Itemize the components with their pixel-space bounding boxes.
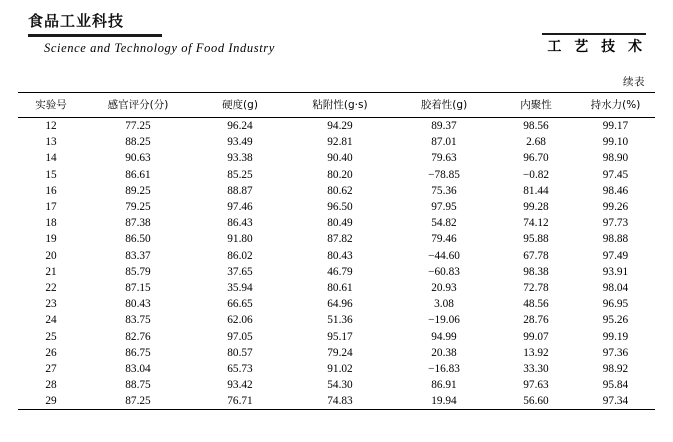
table-cell: 83.75 (125, 314, 151, 327)
table-cell: 89.37 (431, 120, 457, 133)
table-cell: 3.08 (434, 298, 454, 311)
table-cell: 81.44 (523, 184, 549, 197)
section-title-cn: 工 艺 技 术 (547, 39, 646, 55)
column-header-sensory-score: 感官评分(分) (107, 99, 169, 111)
table-cell: 97.46 (227, 201, 253, 214)
table-cell: 74.12 (523, 217, 549, 230)
table-cell: −60.83 (428, 265, 460, 278)
table-cell: 98.90 (602, 152, 629, 165)
masthead-title-cn: 食品工业科技 (28, 12, 125, 30)
table-cell: 97.34 (602, 395, 629, 408)
table-row (18, 118, 655, 135)
cell-experiment-no: 28 (45, 379, 57, 392)
results-table (18, 92, 655, 410)
table-row (18, 134, 655, 150)
table-cell: 87.38 (125, 217, 151, 230)
table-row (18, 248, 655, 264)
table-cell: 92.81 (327, 136, 353, 149)
table-cell: 87.01 (431, 136, 457, 149)
table-cell: 86.02 (227, 249, 253, 262)
table-cell: −78.85 (428, 168, 460, 181)
table-cell: −44.60 (428, 249, 460, 262)
table-cell: 80.43 (327, 249, 353, 262)
table-header-row (18, 93, 655, 118)
table-cell: −0.82 (522, 168, 550, 181)
table-row (18, 393, 655, 410)
table-cell: 79.24 (327, 346, 353, 359)
table-cell: 99.10 (602, 136, 629, 149)
table-cell: 97.36 (602, 346, 629, 359)
table-cell: 90.63 (125, 152, 151, 165)
table-cell: 97.05 (227, 330, 253, 343)
table-cell: 98.92 (602, 362, 629, 375)
table-row (18, 377, 655, 393)
table-cell: 86.43 (227, 217, 253, 230)
cell-experiment-no: 15 (45, 168, 57, 181)
table-header (18, 93, 655, 118)
cell-experiment-no: 23 (45, 298, 57, 311)
journal-title-en: Science and Technology of Food Industry (44, 41, 275, 55)
table-row (18, 215, 655, 231)
table-row (18, 280, 655, 296)
cell-experiment-no: 13 (45, 136, 57, 149)
table-cell: 86.75 (125, 346, 151, 359)
table-row (18, 312, 655, 328)
table-cell: 95.26 (602, 314, 629, 327)
table-cell: 80.61 (327, 281, 353, 294)
table-cell: 33.30 (523, 362, 549, 375)
table-cell: 88.25 (125, 136, 151, 149)
cell-experiment-no: 24 (45, 314, 57, 327)
table-row (18, 167, 655, 183)
table-row (18, 296, 655, 312)
table-cell: 97.45 (602, 168, 629, 181)
table-row (18, 199, 655, 215)
table-cell: 20.38 (431, 346, 457, 359)
table-cell: 74.83 (327, 395, 353, 408)
table-cell: 95.88 (523, 233, 549, 246)
table-cell: 89.25 (125, 184, 151, 197)
table-cell: 98.04 (602, 281, 629, 294)
table-cell: 97.73 (602, 217, 629, 230)
cell-experiment-no: 21 (45, 265, 57, 278)
column-header-experiment-no: 实验号 (35, 99, 67, 111)
cell-experiment-no: 26 (45, 346, 57, 359)
table-cell: 79.63 (431, 152, 457, 165)
column-header-cohesiveness: 内聚性 (520, 99, 552, 111)
cell-experiment-no: 25 (45, 330, 57, 343)
table-cell: 80.43 (125, 298, 151, 311)
table-cell: 37.65 (227, 265, 253, 278)
table-cell: 67.78 (523, 249, 549, 262)
table-row (18, 345, 655, 361)
table-cell: 98.88 (602, 233, 629, 246)
table-cell: 95.84 (602, 379, 629, 392)
table-cell: 90.40 (327, 152, 353, 165)
table-cell: 80.20 (327, 168, 353, 181)
table-cell: 93.91 (602, 265, 629, 278)
journal-masthead (28, 12, 160, 34)
table-cell: 87.82 (327, 233, 353, 246)
masthead-underline (28, 34, 162, 37)
table-cell: 93.49 (227, 136, 253, 149)
table-cell: 54.30 (327, 379, 353, 392)
table-cell: 79.46 (431, 233, 457, 246)
table-cell: 54.82 (431, 217, 457, 230)
section-title-overline (542, 33, 646, 35)
cell-experiment-no: 12 (45, 120, 57, 133)
table-cell: 88.75 (125, 379, 151, 392)
table-cell: 77.25 (125, 120, 151, 133)
table-cell: 87.25 (125, 395, 151, 408)
cell-experiment-no: 22 (45, 281, 57, 294)
table-cell: 62.06 (227, 314, 253, 327)
table-cell: 19.94 (431, 395, 457, 408)
table-cell: 64.96 (327, 298, 353, 311)
table-cell: 94.29 (327, 120, 353, 133)
table-cell: 91.02 (327, 362, 353, 375)
table-cell: 93.42 (227, 379, 253, 392)
table-cell: −16.83 (428, 362, 460, 375)
table-cell: 80.49 (327, 217, 353, 230)
cell-experiment-no: 27 (45, 362, 57, 375)
table-cell: 97.63 (523, 379, 549, 392)
table-cell: 98.46 (602, 184, 629, 197)
table-cell: 79.25 (125, 201, 151, 214)
column-header-hardness: 硬度(g) (222, 99, 258, 111)
table-cell: 66.65 (227, 298, 253, 311)
cell-experiment-no: 14 (45, 152, 57, 165)
table-cell: 56.60 (523, 395, 549, 408)
results-table-container (18, 92, 655, 410)
table-cell: 86.50 (125, 233, 151, 246)
table-cell: 2.68 (526, 136, 546, 149)
table-cell: 85.79 (125, 265, 151, 278)
table-cell: 35.94 (227, 281, 253, 294)
table-cell: 99.17 (602, 120, 629, 133)
table-cell: 99.26 (602, 201, 629, 214)
table-row (18, 231, 655, 247)
continued-table-label: 续表 (623, 76, 645, 88)
table-cell: 83.37 (125, 249, 151, 262)
table-cell: 13.92 (523, 346, 549, 359)
cell-experiment-no: 19 (45, 233, 57, 246)
table-cell: 99.07 (523, 330, 549, 343)
cell-experiment-no: 20 (45, 249, 57, 262)
table-cell: 98.38 (523, 265, 549, 278)
column-header-gumminess: 胶着性(g) (420, 99, 468, 111)
table-cell: 86.61 (125, 168, 151, 181)
table-body (18, 118, 655, 410)
table-cell: 82.76 (125, 330, 151, 343)
table-cell: 85.25 (227, 168, 253, 181)
table-cell: 98.56 (523, 120, 549, 133)
table-cell: 95.17 (327, 330, 353, 343)
table-cell: 65.73 (227, 362, 253, 375)
cell-experiment-no: 16 (45, 184, 57, 197)
table-cell: 88.87 (227, 184, 253, 197)
table-cell: 76.71 (227, 395, 253, 408)
table-cell: 51.36 (327, 314, 353, 327)
table-row (18, 183, 655, 199)
table-cell: 96.95 (602, 298, 629, 311)
table-cell: 86.91 (431, 379, 457, 392)
table-row (18, 264, 655, 280)
table-row (18, 361, 655, 377)
table-cell: 28.76 (523, 314, 549, 327)
table-cell: 72.78 (523, 281, 549, 294)
table-cell: 99.28 (523, 201, 549, 214)
table-cell: 80.57 (227, 346, 253, 359)
table-cell: 93.38 (227, 152, 253, 165)
table-cell: 96.50 (327, 201, 353, 214)
table-cell: 97.95 (431, 201, 457, 214)
table-cell: 48.56 (523, 298, 549, 311)
table-cell: 94.99 (431, 330, 457, 343)
table-cell: 80.62 (327, 184, 353, 197)
table-cell: 99.19 (602, 330, 629, 343)
table-cell: 75.36 (431, 184, 457, 197)
cell-experiment-no: 18 (45, 217, 57, 230)
table-cell: 20.93 (431, 281, 457, 294)
table-cell: 96.24 (227, 120, 253, 133)
table-cell: 97.49 (602, 249, 629, 262)
table-cell: 46.79 (327, 265, 353, 278)
column-header-adhesiveness: 粘附性(g·s) (312, 99, 368, 111)
cell-experiment-no: 29 (45, 395, 57, 408)
table-row (18, 328, 655, 344)
table-cell: −19.06 (428, 314, 460, 327)
table-cell: 91.80 (227, 233, 253, 246)
column-header-water-holding: 持水力(%) (590, 99, 641, 111)
table-cell: 87.15 (125, 281, 151, 294)
table-cell: 96.70 (523, 152, 549, 165)
table-cell: 83.04 (125, 362, 151, 375)
table-row (18, 150, 655, 166)
cell-experiment-no: 17 (45, 201, 57, 214)
